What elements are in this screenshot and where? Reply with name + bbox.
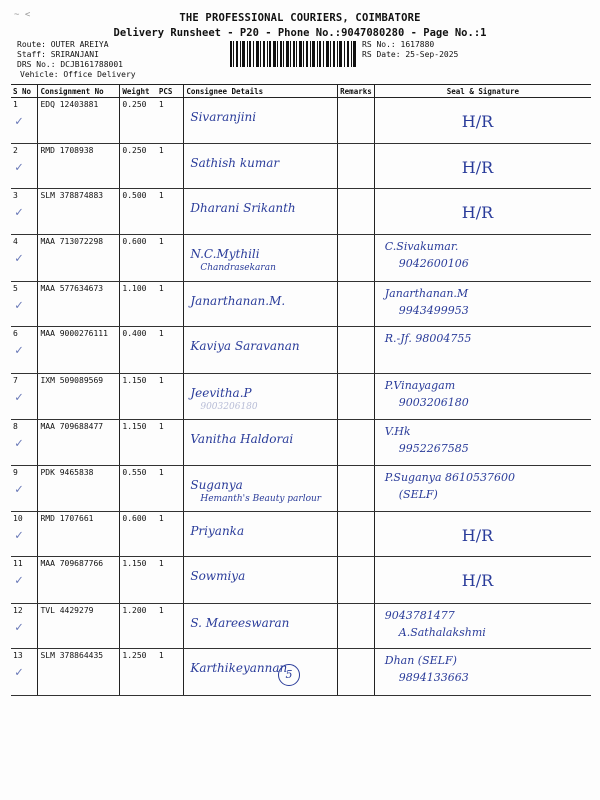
cell-consignee xyxy=(184,604,338,649)
check-mark-icon: ✓ xyxy=(15,665,23,680)
runsheet-title: Delivery Runsheet - P20 - Phone No.:9047080280 - Page No.:1 xyxy=(113,27,487,39)
consignee-name: Priyanka xyxy=(190,524,245,538)
table-row xyxy=(11,98,591,144)
cell-pcs: 1 xyxy=(157,189,184,235)
company-name: THE PROFESSIONAL COURIERS, COIMBATORE xyxy=(179,12,421,24)
rs-date: RS Date: 25-Sep-2025 xyxy=(362,50,459,59)
table-row xyxy=(11,235,591,282)
signature-line2: 9894133663 xyxy=(398,671,469,684)
cell-weight: 0.500 xyxy=(120,189,157,235)
cell-sno: 12 ✓ xyxy=(11,604,38,649)
cell-weight: 0.600 xyxy=(120,235,157,282)
cell-remarks xyxy=(338,466,375,512)
signature-text: H/R xyxy=(461,203,494,222)
cell-signature xyxy=(374,144,591,189)
signature-text: Janarthanan.M xyxy=(384,287,469,300)
cell-signature xyxy=(374,98,591,144)
cell-signature xyxy=(374,466,591,512)
cell-remarks xyxy=(338,144,375,189)
check-mark-icon: ✓ xyxy=(15,620,23,635)
cell-sno: 6 ✓ xyxy=(11,327,38,374)
consignee-line2: Chandrasekaran xyxy=(200,263,276,273)
cell-consignee xyxy=(184,189,338,235)
signature-text: 9043781477 xyxy=(384,609,455,622)
table-row xyxy=(11,327,591,374)
check-mark-icon: ✓ xyxy=(15,298,23,313)
cell-sno: 11 ✓ xyxy=(11,557,38,604)
cell-consignment: MAA 713072298 xyxy=(38,235,120,282)
cell-weight: 0.400 xyxy=(120,327,157,374)
cell-weight: 0.250 xyxy=(120,144,157,189)
consignee-line2: Hemanth's Beauty parlour xyxy=(200,494,322,504)
signature-text: H/R xyxy=(461,526,494,545)
col-consignment: Consignment No xyxy=(38,85,120,98)
cell-remarks xyxy=(338,189,375,235)
cell-consignment: SLM 378874883 xyxy=(38,189,120,235)
cell-pcs: 1 xyxy=(157,235,184,282)
consignee-name: Dharani Srikanth xyxy=(190,201,296,215)
route-line: Route: OUTER AREIYA xyxy=(17,40,109,49)
consignee-name: Vanitha Haldorai xyxy=(190,432,294,446)
meta-left xyxy=(17,40,136,80)
cell-consignment: MAA 577634673 xyxy=(38,282,120,327)
check-mark-icon: ✓ xyxy=(15,251,23,266)
cell-sno: 8 ✓ xyxy=(11,420,38,466)
cell-remarks xyxy=(338,235,375,282)
signature-text: C.Sivakumar. xyxy=(384,240,459,253)
check-mark-icon: ✓ xyxy=(15,343,23,358)
cell-sno: 3 ✓ xyxy=(11,189,38,235)
consignee-name: Sathish kumar xyxy=(190,156,280,170)
cell-pcs: 1 xyxy=(157,420,184,466)
check-mark-icon: ✓ xyxy=(15,160,23,175)
cell-consignment: EDQ 12403881 xyxy=(38,98,120,144)
col-signature: Seal & Signature xyxy=(374,85,591,98)
cell-consignment: IXM 509089569 xyxy=(38,374,120,420)
cell-signature xyxy=(374,512,591,557)
consignee-name: Kaviya Saravanan xyxy=(190,339,300,353)
cell-consignment: RMD 1707661 xyxy=(38,512,120,557)
table-row xyxy=(11,189,591,235)
table-row xyxy=(11,374,591,420)
cell-consignee xyxy=(184,374,338,420)
cell-weight: 0.550 xyxy=(120,466,157,512)
cell-sno: 9 ✓ xyxy=(11,466,38,512)
cell-pcs: 1 xyxy=(157,144,184,189)
runsheet-table xyxy=(11,84,591,696)
check-mark-icon: ✓ xyxy=(15,205,23,220)
cell-sno: 10 ✓ xyxy=(11,512,38,557)
signature-text: P.Vinayagam xyxy=(384,379,456,392)
corner-mark: ~ < xyxy=(14,10,31,20)
consignee-name: S. Mareeswaran xyxy=(190,616,290,630)
cell-consignee xyxy=(184,649,338,696)
cell-weight: 1.150 xyxy=(120,557,157,604)
signature-text: R.-Jf. 98004755 xyxy=(384,332,472,345)
consignee-name: Karthikeyannan xyxy=(190,661,288,675)
cell-pcs: 1 xyxy=(157,327,184,374)
signature-line2: 9042600106 xyxy=(398,257,469,270)
table-row xyxy=(11,512,591,557)
cell-consignment: RMD 1708938 xyxy=(38,144,120,189)
signature-line2: 9952267585 xyxy=(398,442,469,455)
check-mark-icon: ✓ xyxy=(15,573,23,588)
signature-line2: 9943499953 xyxy=(398,304,469,317)
table-row xyxy=(11,604,591,649)
cell-signature xyxy=(374,374,591,420)
signature-line2: 9003206180 xyxy=(398,396,469,409)
table-header-row xyxy=(11,85,591,98)
table-row xyxy=(11,282,591,327)
barcode xyxy=(230,41,356,67)
cell-consignee xyxy=(184,420,338,466)
signature-text: V.Hk xyxy=(384,425,411,438)
cell-pcs: 1 xyxy=(157,604,184,649)
cell-sno: 4 ✓ xyxy=(11,235,38,282)
cell-pcs: 1 xyxy=(157,557,184,604)
check-mark-icon: ✓ xyxy=(15,114,23,129)
cell-remarks xyxy=(338,512,375,557)
cell-consignment: TVL 4429279 xyxy=(38,604,120,649)
cell-consignment: MAA 9000276111 xyxy=(38,327,120,374)
cell-sno: 2 ✓ xyxy=(11,144,38,189)
check-mark-icon: ✓ xyxy=(15,390,23,405)
check-mark-icon: ✓ xyxy=(15,436,23,451)
table-row xyxy=(11,466,591,512)
consignee-name: Suganya xyxy=(190,478,243,492)
consignee-line2: 9003206180 xyxy=(200,402,258,412)
staff-line: Staff: SRIRANJANI xyxy=(17,50,99,59)
col-remarks: Remarks xyxy=(338,85,375,98)
signature-line2: (SELF) xyxy=(398,488,438,501)
cell-remarks xyxy=(338,282,375,327)
cell-pcs: 1 xyxy=(157,282,184,327)
signature-line2: A.Sathalakshmi xyxy=(398,626,486,639)
signature-text: H/R xyxy=(461,112,494,131)
check-mark-icon: ✓ xyxy=(15,528,23,543)
cell-remarks xyxy=(338,374,375,420)
vehicle-line: Vehicle: Office Delivery xyxy=(20,70,136,79)
cell-weight: 1.150 xyxy=(120,420,157,466)
cell-weight: 0.250 xyxy=(120,98,157,144)
cell-remarks xyxy=(338,420,375,466)
cell-signature xyxy=(374,189,591,235)
cell-remarks xyxy=(338,649,375,696)
cell-signature xyxy=(374,327,591,374)
cell-weight: 1.100 xyxy=(120,282,157,327)
cell-consignee xyxy=(184,98,338,144)
signature-text: H/R xyxy=(461,158,494,177)
cell-consignment: MAA 709688477 xyxy=(38,420,120,466)
cell-consignee xyxy=(184,327,338,374)
cell-pcs: 1 xyxy=(157,512,184,557)
consignee-name: Janarthanan.M. xyxy=(190,294,286,308)
col-sno: S No xyxy=(11,85,38,98)
cell-signature xyxy=(374,235,591,282)
consignee-name: Sowmiya xyxy=(190,569,246,583)
consignee-name: Jeevitha.P xyxy=(190,386,252,400)
cell-signature xyxy=(374,557,591,604)
cell-pcs: 1 xyxy=(157,374,184,420)
consignee-name: N.C.Mythili xyxy=(190,247,260,261)
cell-remarks xyxy=(338,557,375,604)
cell-signature xyxy=(374,420,591,466)
cell-consignee xyxy=(184,282,338,327)
cell-weight: 0.600 xyxy=(120,512,157,557)
cell-consignee xyxy=(184,466,338,512)
cell-weight: 1.250 xyxy=(120,649,157,696)
cell-remarks xyxy=(338,604,375,649)
cell-consignment: PDK 9465838 xyxy=(38,466,120,512)
table-row xyxy=(11,649,591,696)
cell-remarks xyxy=(338,327,375,374)
table-row xyxy=(11,420,591,466)
col-weight: Weight xyxy=(120,85,157,98)
cell-pcs: 1 xyxy=(157,98,184,144)
cell-signature xyxy=(374,282,591,327)
cell-weight: 1.150 xyxy=(120,374,157,420)
cell-consignment: SLM 378864435 xyxy=(38,649,120,696)
signature-text: Dhan (SELF) xyxy=(384,654,457,667)
cell-signature xyxy=(374,649,591,696)
signature-text: H/R xyxy=(461,571,494,590)
table-row xyxy=(11,144,591,189)
cell-consignee xyxy=(184,144,338,189)
cell-sno: 13 ✓ xyxy=(11,649,38,696)
table-row xyxy=(11,557,591,604)
cell-pcs: 1 xyxy=(157,466,184,512)
cell-sno: 1 ✓ xyxy=(11,98,38,144)
meta-right xyxy=(362,40,458,60)
cell-consignee xyxy=(184,557,338,604)
col-consignee: Consignee Details xyxy=(184,85,338,98)
signature-text: P.Suganya 8610537600 xyxy=(384,471,515,484)
cell-consignee xyxy=(184,235,338,282)
page-number-circled: 5 xyxy=(278,664,300,686)
cell-consignment: MAA 709687766 xyxy=(38,557,120,604)
drs-line: DRS No.: DCJB161788001 xyxy=(17,60,123,69)
col-pcs: PCS xyxy=(157,85,184,98)
cell-pcs: 1 xyxy=(157,649,184,696)
cell-signature xyxy=(374,604,591,649)
cell-weight: 1.200 xyxy=(120,604,157,649)
consignee-name: Sivaranjini xyxy=(190,110,257,124)
rs-no: RS No.: 1617880 xyxy=(362,40,435,49)
cell-consignee xyxy=(184,512,338,557)
cell-remarks xyxy=(338,98,375,144)
check-mark-icon: ✓ xyxy=(15,482,23,497)
cell-sno: 5 ✓ xyxy=(11,282,38,327)
cell-sno: 7 ✓ xyxy=(11,374,38,420)
